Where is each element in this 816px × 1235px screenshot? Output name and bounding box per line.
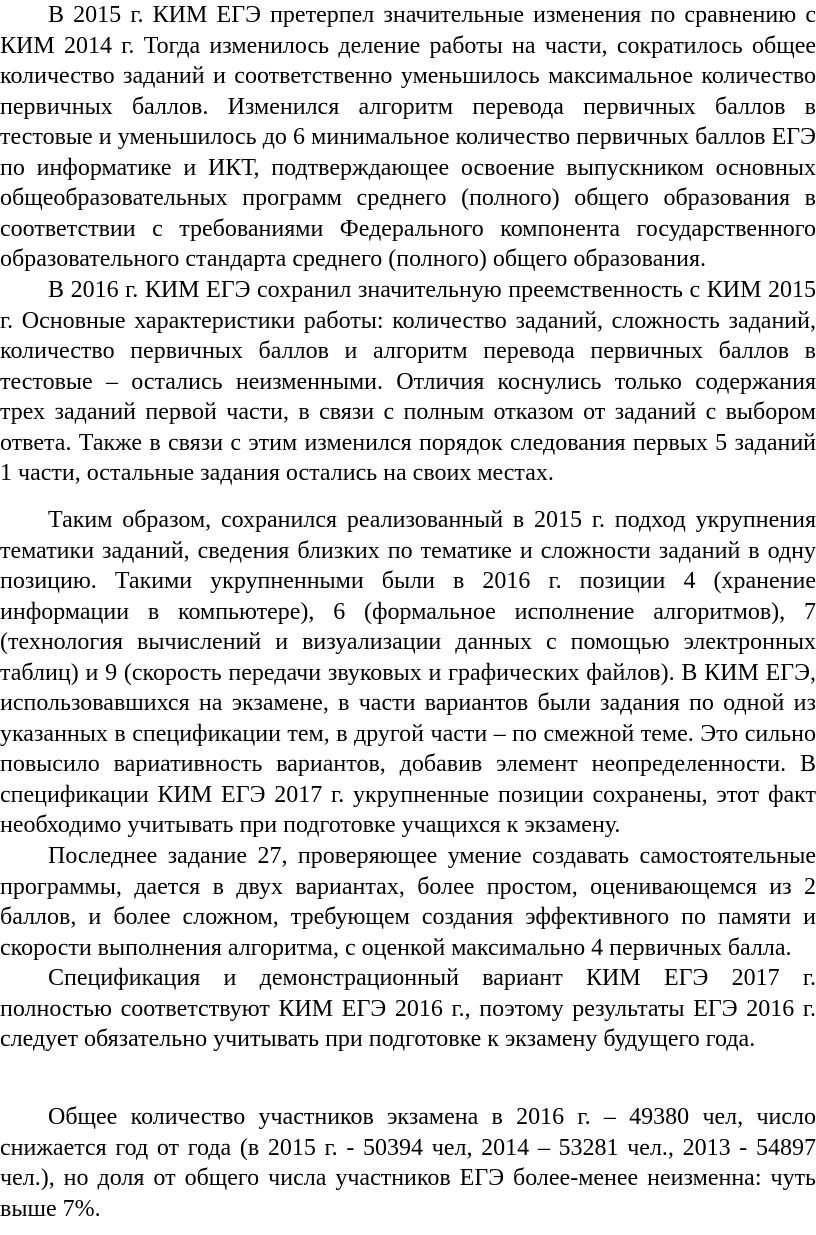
text-line: (технология вычислений и визуализации данных с помощью электронных bbox=[0, 629, 816, 655]
text-line: тематики заданий, сведения близких по тематике и сложности заданий в одну bbox=[0, 537, 816, 564]
text-line: трех заданий первой части, в связи с полным отказом от заданий с выбором bbox=[0, 399, 816, 425]
text-line: выше 7%. bbox=[0, 1195, 101, 1222]
text-line: полностью соответствуют КИМ ЕГЭ 2016 г., поэтому результаты ЕГЭ 2016 г. bbox=[0, 995, 816, 1022]
text-line: В 2015 г. КИМ ЕГЭ претерпел значительные изменения по сравнению с bbox=[48, 2, 816, 28]
text-line: тестовые – остались неизменными. Отличия коснулись только содержания bbox=[0, 368, 816, 395]
text-line: первичных баллов. Изменился алгоритм перевода первичных баллов в bbox=[0, 93, 816, 120]
text-line: позицию. Такими укрупненными были в 2016 г. позиции 4 (хранение bbox=[0, 568, 816, 594]
text-line: Спецификация и демонстрационный вариант КИМ ЕГЭ 2017 г. bbox=[48, 965, 816, 991]
text-line: количество заданий и соответственно уменьшилось максимальное количество bbox=[0, 63, 816, 89]
text-line: следует обязательно учитывать при подготовке к экзамену будущего года. bbox=[0, 1026, 756, 1052]
text-line: повысило вариативность вариантов, добавив элемент неопределенности. В bbox=[0, 751, 816, 777]
text-line: соответствии с требованиями Федерального компонента государственного bbox=[0, 215, 816, 242]
text-line: указанных в спецификации тем, в другой части – по смежной теме. Это сильно bbox=[0, 720, 816, 747]
text-line: г. Основные характеристики работы: количество заданий, сложность заданий, bbox=[0, 307, 816, 334]
text-line: общеобразовательных программ среднего (полного) общего образования в bbox=[0, 185, 816, 211]
text-line: таблиц) и 9 (скорость передачи звуковых и графических файлов). В КИМ ЕГЭ, bbox=[0, 659, 816, 686]
text-line: образовательного стандарта среднего (полного) общего образования. bbox=[0, 246, 707, 272]
paragraph-2016-continuity bbox=[0, 275, 816, 489]
text-line: скорости выполнения алгоритма, с оценкой максимально 4 первичных балла. bbox=[0, 934, 792, 961]
text-line: Общее количество участников экзамена в 2016 г. – 49380 чел, число bbox=[48, 1104, 816, 1130]
text-line: необходимо учитывать при подготовке учащихся к экзамену. bbox=[0, 812, 621, 838]
text-line: информации в компьютере), 6 (формальное исполнение алгоритмов), 7 bbox=[0, 598, 816, 625]
text-line: программы, дается в двух вариантах, более простом, оценивающемся из 2 bbox=[0, 873, 816, 900]
paragraph-task-27 bbox=[0, 841, 816, 963]
paragraph-2015-changes bbox=[0, 0, 816, 275]
text-line: 1 части, остальные задания остались на своих местах. bbox=[0, 460, 554, 486]
text-line: ответа. Также в связи с этим изменился порядок следования первых 5 заданий bbox=[0, 429, 816, 456]
text-line: по информатике и ИКТ, подтверждающее освоение выпускником основных bbox=[0, 154, 816, 181]
text-line: В 2016 г. КИМ ЕГЭ сохранил значительную преемственность с КИМ 2015 bbox=[48, 277, 816, 303]
text-line: использовавшихся на экзамене, в части вариантов были задания по одной из bbox=[0, 690, 816, 716]
text-line: снижается год от года (в 2015 г. - 50394 чел, 2014 – 53281 чел., 2013 - 54897 bbox=[0, 1134, 816, 1161]
text-line: КИМ 2014 г. Тогда изменилось деление работы на части, сократилось общее bbox=[0, 32, 816, 59]
text-line: количество первичных баллов и алгоритм перевода первичных баллов в bbox=[0, 338, 816, 364]
paragraph-participants bbox=[0, 1102, 816, 1224]
text-line: чел.), но доля от общего числа участников ЕГЭ более-менее неизменна: чуть bbox=[0, 1165, 816, 1191]
text-line: Таким образом, сохранился реализованный в 2015 г. подход укрупнения bbox=[48, 507, 816, 533]
text-line: Последнее задание 27, проверяющее умение создавать самостоятельные bbox=[48, 843, 816, 869]
paragraph-specification-2017 bbox=[0, 963, 816, 1055]
text-line: спецификации КИМ ЕГЭ 2017 г. укрупненные позиции сохранены, этот факт bbox=[0, 781, 816, 808]
text-line: тестовые и уменьшилось до 6 минимальное количество первичных баллов ЕГЭ bbox=[0, 124, 816, 150]
paragraph-consolidation bbox=[0, 505, 816, 841]
text-line: баллов, и более сложном, требующем создания эффективного по памяти и bbox=[0, 904, 816, 930]
